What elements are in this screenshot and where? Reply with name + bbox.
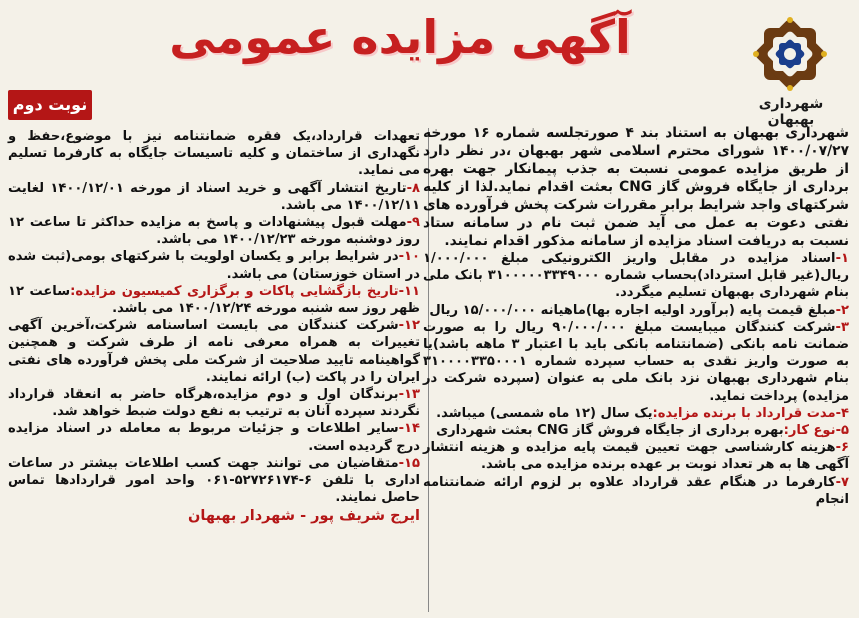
item-number: ۱- [835,251,849,266]
item-text: یک سال (۱۲ ماه شمسی) میباشد. [436,405,653,421]
item-number: ۴- [835,405,849,421]
notice-item [8,420,420,454]
left-item-list [8,180,420,507]
intro-paragraph: شهرداری بهبهان به استناد بند ۴ صورتجلسه شماره ۱۶ مورخه ۱۴۰۰/۰۷/۲۷ شورای محترم اسلامی شهر بهبهان ،در نظر دارد از طریق مزایده عمومی نسبت به جذب پیمانکار جهت بهره برداری از جایگاه فروش گاز CNG بعثت اقدام نماید.لذا از کلیه شرکتهای واجد شرایط برابر مقررات شرکت پخش فرآورده های نفتی دعوت به عمل می آید ضمن ثبت نام در سامانه ستاد نسبت به دریافت اسناد مزایده از سامانه مذکور اقدام نمایند. [423,125,849,249]
item-number: ۲- [835,302,849,318]
notice-item [423,319,849,405]
notice-item [423,474,849,508]
org-name: شهرداری بهبهان [758,96,824,128]
notice-item [8,386,420,420]
item-text: کارفرما در هنگام عقد قرارداد علاوه بر لزوم ارائه ضمانتنامه انجام [423,474,849,507]
signature: ایرج شریف پور - شهردار بهبهان [188,508,420,525]
item-text: تاریخ انتشار آگهی و خرید اسناد از مورخه ۱۴۰۰/۱۲/۰۱ لغایت ۱۴۰۰/۱۲/۱۱ می باشد. [8,180,420,213]
item-heading: تاریخ بازگشایی پاکات و برگزاری کمیسیون مزایده: [70,283,399,299]
item-number: ۳- [835,319,849,335]
notice-item [423,422,849,439]
item-text: هزینه کارشناسی جهت تعیین قیمت پایه مزایده و هزینه انتشار آگهی ها به هر تعداد نوبت بر عهده برنده مزایده می باشد. [423,440,849,473]
item-text: ساعت ۱۲ ظهر روز سه شنبه مورخه ۱۴۰۰/۱۲/۲۴ می باشد. [8,283,420,317]
item-text: شرکت کنندگان میبایست مبلغ ۹۰/۰۰۰/۰۰۰ ریال را به صورت ضمانت نامه بانکی (ضمانتنامه بانکی باید با اعتبار ۳ ماهه باشد)یا به صورت واریز نقدی به حساب سپرده شماره ۳۱۰۰۰۰۳۳۵۰۰۰۱ بنام شهرداری بهبهان نزد بانک ملی به عنوان (سپرده شرکت در مزایده) پرداخت نماید. [423,319,849,404]
item-text: مبلغ قیمت پایه (برآورد اولیه اجاره بها)ماهیانه ۱۵/۰۰۰/۰۰۰ ریال [429,302,836,318]
round-badge: نوبت دوم [8,90,92,120]
item-number: ۹- [406,215,420,231]
notice-item [8,248,420,282]
item-text: در شرایط برابر و یکسان اولویت با شرکتهای بومی(ثبت شده در استان خوزستان) می باشد. [8,249,420,282]
item-text: سایر اطلاعات و جزئیات مربوط به معامله در اسناد مزایده درج گردیده است. [8,421,420,454]
continuation-paragraph: تعهدات قرارداد،یک فقره ضمانتنامه نیز با موضوع،حفظ و نگهداری از ساختمان و کلیه تاسیسات جایگاه به کارفرما تسلیم می نماید. [8,129,420,179]
item-heading: مدت قرارداد با برنده مزایده: [652,405,836,421]
item-text: شرکت کنندگان می بایست اساسنامه شرکت،آخرین آگهی تغییرات به همراه معرفی نامه از طرف شرکت و همچنین گواهینامه تایید صلاحیت از شرکت ملی پخش فرآورده های نفتی ایران را در پاکت (ب) ارائه نمایند. [8,318,420,385]
item-heading: نوع کار: [783,423,836,439]
item-number: ۱۳- [398,387,420,403]
municipality-emblem-icon [735,6,845,106]
item-text: متقاضیان می توانند جهت کسب اطلاعات بیشتر در ساعات اداری با تلفن ۶-۵۲۷۲۶۱۷۴-۰۶۱ واحد امور قراردادها تماس حاصل نمایند. [8,455,420,506]
notice-header [0,0,859,128]
item-number: ۱۴- [398,421,420,437]
notice-item [8,214,420,248]
item-number: ۱۱- [398,283,420,299]
notice-item [423,439,849,473]
item-number: ۵- [835,423,849,439]
item-number: ۷- [835,474,849,490]
item-number: ۱۰- [398,249,420,265]
notice-title: آگهی مزایده عمومی [169,10,631,64]
notice-item [423,302,849,319]
item-text: مهلت قبول پیشنهادات و پاسخ به مزایده حداکثر تا ساعت ۱۲ روز دوشنبه مورخه ۱۴۰۰/۱۲/۲۳ می باشد. [8,215,420,248]
item-text: بهره برداری از جایگاه فروش گاز CNG بعثت شهرداری [436,423,784,439]
item-number: ۱۵- [398,455,420,471]
notice-item [8,283,420,317]
item-number: ۱۲- [398,318,420,334]
item-number: ۶- [835,440,849,456]
item-text: برندگان اول و دوم مزایده،هرگاه حاضر به انعقاد قرارداد نگردند سپرده آنان به ترتیب به نفع دولت ضبط خواهد شد. [8,387,420,420]
right-item-list [423,250,849,508]
item-text: اسناد مزایده در مقابل واریز الکترونیکی مبلغ ۱/۰۰۰/۰۰۰ ریال(غیر قابل استرداد)بحساب شماره ۳۱۰۰۰۰۰۳۳۴۹۰۰۰ بانک ملی بنام شهرداری بهبهان تسلیم میگردد. [423,251,849,301]
notice-item [8,180,420,214]
notice-item [8,317,420,386]
notice-item [423,250,849,302]
notice-item [8,455,420,507]
left-column [8,128,420,526]
right-column [423,124,849,508]
item-number: ۸- [406,180,420,196]
notice-item [423,405,849,422]
